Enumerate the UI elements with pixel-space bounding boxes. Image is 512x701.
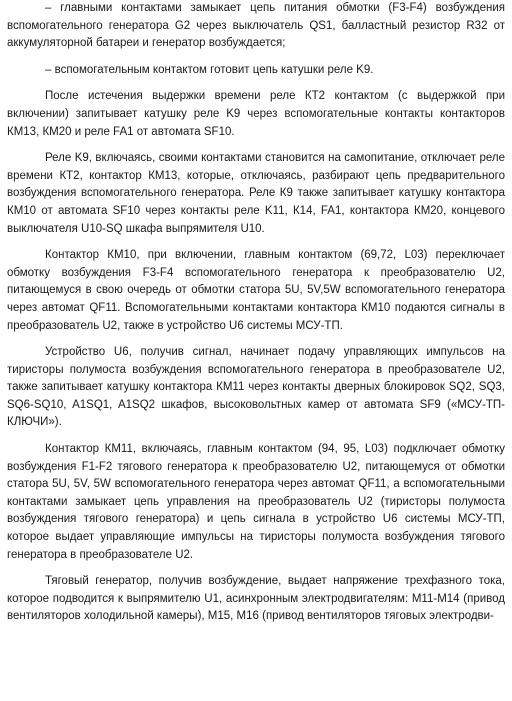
document-page (7, 0, 505, 626)
paragraph-kt2-delay: После истечения выдержки времени реле КТ2 контактом (с выдержкой при включении) запитывает катушку реле K9 через вспомогательные контакты контакторов КМ13, КМ20 и реле FA1 от автомата SF10. (7, 90, 505, 138)
paragraph-km10-contactor: Контактор КМ10, при включении, главным контактом (69,72, L03) переключает обмотку возбуждения F3-F4 вспомогательного генератора к преобразователю U2, питающемуся в свою очередь от обмотки статора 5U, 5V,5W вспомогательного генератора через автомат QF11. Вспомогательными контактами контактора КМ10 подаются сигналы в преобразователь U2, также в устройство U6 системы МСУ-ТП. (7, 249, 505, 332)
paragraph-k9-relay: Реле K9, включаясь, своими контактами становится на самопитание, отключает реле времени КТ2, контактор КМ13, которые, отключаясь, разбирают цепь предварительного возбуждения вспомогательного генератора. Реле К9 также запитывает катушку контактора КМ10 от автомата SF10 через контакты реле K11, К14, FA1, контактора КМ20, концевого выключателя U10-SQ шкафа выпрямителя U10. (7, 152, 505, 235)
paragraph-main-contacts: – главными контактами замыкает цепь питания обмотки (F3-F4) возбуждения вспомогательного генератора G2 через выключатель QS1, балластный резистор R32 от аккумуляторной батареи и генератор возбуждается; (7, 2, 505, 50)
paragraph-aux-contact: – вспомогательным контактом готовит цепь катушки реле K9. (45, 63, 374, 76)
paragraph-u6-device: Устройство U6, получив сигнал, начинает подачу управляющих импульсов на тиристоры полумоста возбуждения вспомогательного генератора в преобразователе U2, также запитывает катушку контактора КМ11 через контакты дверных блокировок SQ2, SQ3, SQ6-SQ10, A1SQ1, A1SQ2 шкафов, высоковольтных камер от автомата SF9 («МСУ-ТП-КЛЮЧИ»). (7, 346, 505, 429)
paragraph-traction-generator: Тяговый генератор, получив возбуждение, выдает напряжение трехфазного тока, которое подводится к выпрямителю U1, асинхронным электродвигателям: М11-М14 (привод вентиляторов холодильной камеры), М15, М16 (привод вентиляторов тяговых электродви- (7, 575, 505, 623)
paragraph-km11-contactor: Контактор КМ11, включаясь, главным контактом (94, 95, L03) подключает обмотку возбуждения F1-F2 тягового генератора к преобразователю U2, питающемуся от обмотки статора 5U, 5V, 5W вспомогательного генератора через автомат QF11, а вспомогательными контактами замыкает цепь управления на преобразователь U2 (тиристоры полумоста возбуждения тягового генератора) и цепь сигнала в устройство U6 системы МСУ-ТП, которое выдает управляющие импульсы на тиристоры полумоста возбуждения тягового генератора в преобразователе U2. (7, 443, 505, 561)
